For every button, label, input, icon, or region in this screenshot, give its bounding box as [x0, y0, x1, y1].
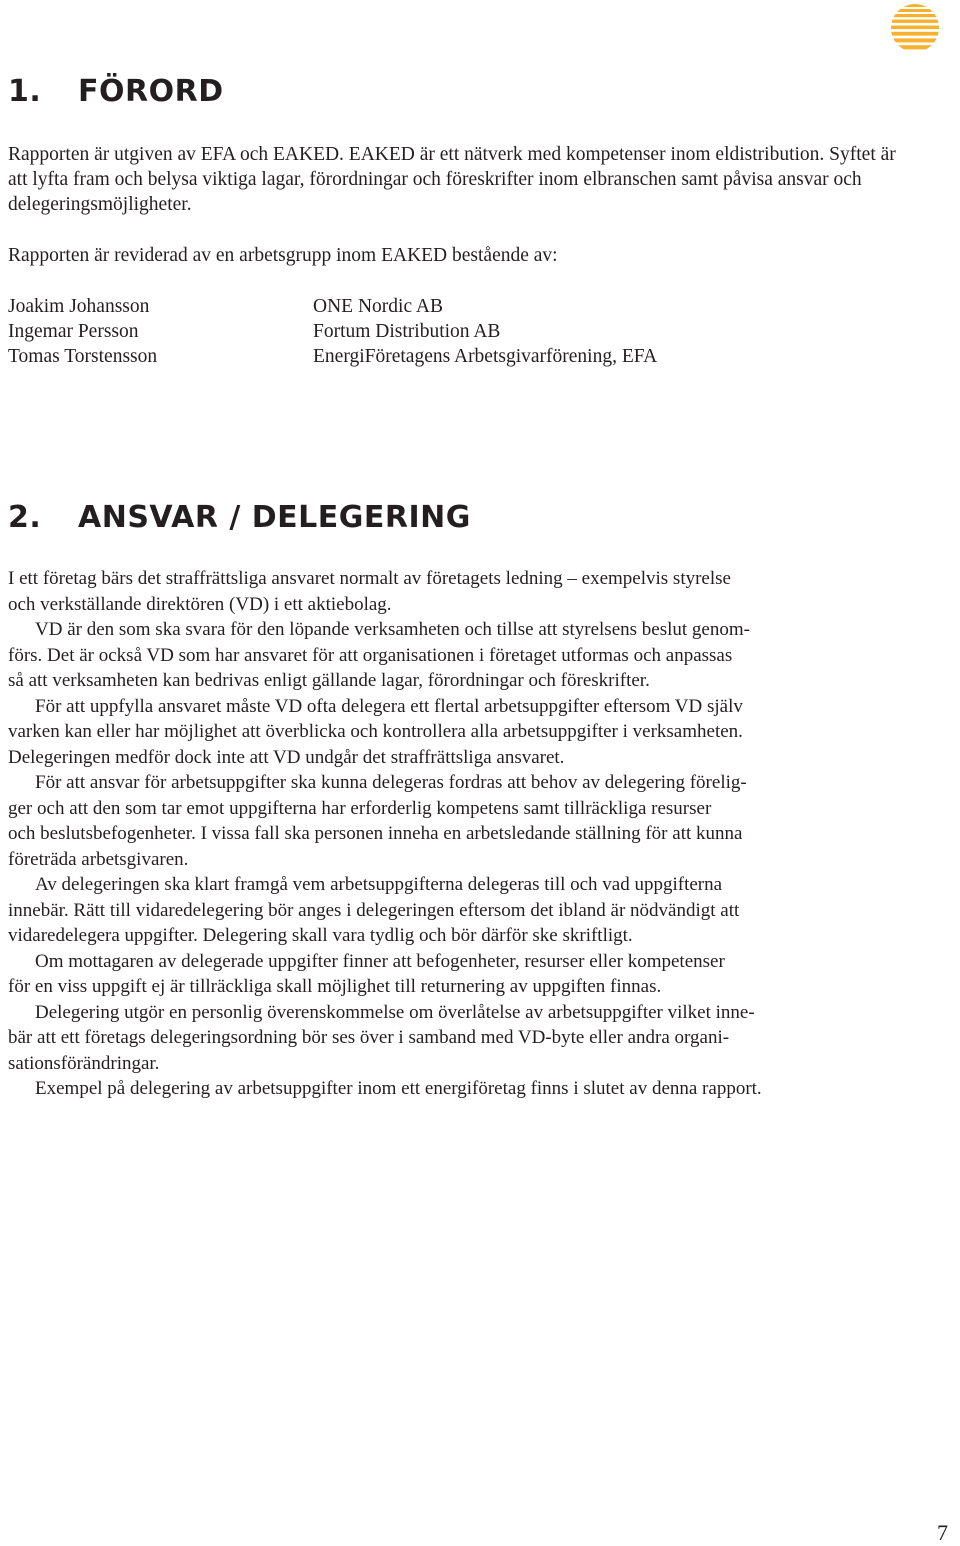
paragraph-line: VD är den som ska svara för den löpande verksamheten och tillse att styrelsens beslut genom-	[35, 619, 750, 640]
paragraph-line: och beslutsbefogenheter. I vissa fall ska personen inneha en arbetsledande ställning för att kunna	[8, 823, 743, 844]
body-paragraph	[8, 617, 908, 694]
paragraph-line: I ett företag bärs det straffrättsliga ansvaret normalt av företagets ledning – exempelvis styrelse	[8, 568, 731, 589]
paragraph-line: Delegering utgör en personlig överenskommelse om överlåtelse av arbetsuppgifter vilket inne-	[35, 1001, 755, 1023]
member-org: ONE Nordic AB	[313, 296, 443, 317]
section-1-number: 1.	[8, 74, 42, 109]
member-org: Fortum Distribution AB	[313, 321, 501, 342]
member-names-column	[8, 294, 157, 369]
member-orgs-column	[313, 294, 657, 369]
member-org: EnergiFöretagens Arbetsgivarförening, EFA	[313, 346, 658, 367]
body-paragraph	[8, 694, 908, 771]
section-1-heading	[8, 74, 224, 109]
paragraph-line: Av delegeringen ska klart framgå vem arbetsuppgifterna delegeras till och vad uppgifterna	[35, 874, 723, 895]
page-number: 7	[937, 1520, 948, 1545]
paragraph-line: bär att ett företags delegeringsordning bör ses över i samband med VD-byte eller andra organi-	[8, 1027, 730, 1048]
intro-paragraph: Rapporten är utgiven av EFA och EAKED. EAKED är ett nätverk med kompetenser inom eldistribution. Syftet är att lyfta fram och belysa viktiga lagar, förordningar och föreskrifter inom elbranschen samt påvisa ansvar och delegeringsmöjligheter.	[8, 144, 896, 215]
paragraph-line: För att ansvar för arbetsuppgifter ska kunna delegeras fordras att behov av delegering förelig-	[35, 772, 747, 793]
paragraph-line: innebär. Rätt till vidaredelegering bör anges i delegeringen eftersom det ibland är nödvändigt att	[8, 899, 740, 921]
member-name: Tomas Torstensson	[8, 346, 158, 367]
paragraph-line: så att verksamheten kan bedrivas enligt gällande lagar, förordningar och föreskrifter.	[8, 670, 650, 691]
body-paragraph	[8, 1076, 908, 1102]
section-2-body	[8, 566, 908, 1102]
paragraph-line: Om mottagaren av delegerade uppgifter finner att befogenheter, resurser eller kompetenser	[35, 950, 725, 972]
body-paragraph	[8, 949, 908, 1000]
paragraph-line: Exempel på delegering av arbetsuppgifter inom ett energiföretag finns i slutet av denna rapport.	[35, 1078, 762, 1099]
sun-stripes-logo-icon	[890, 3, 940, 53]
paragraph-line: och verkställande direktören (VD) i ett aktiebolag.	[8, 593, 392, 615]
paragraph-line: företräda arbetsgivaren.	[8, 848, 189, 870]
paragraph-line: För att uppfylla ansvaret måste VD ofta delegera ett flertal arbetsuppgifter eftersom VD själv	[35, 695, 743, 717]
section-2-heading	[8, 500, 471, 535]
paragraph-line: för en viss uppgift ej är tillräckliga skall möjlighet till returnering av uppgiften finnas.	[8, 976, 662, 997]
workgroup-paragraph: Rapporten är reviderad av en arbetsgrupp inom EAKED bestående av:	[8, 245, 558, 266]
paragraph-line: Delegeringen medför dock inte att VD undgår det straffrättsliga ansvaret.	[8, 746, 565, 768]
body-paragraph	[8, 770, 908, 872]
section-2-title: ANSVAR / DELEGERING	[78, 500, 471, 535]
paragraph-line: sationsförändringar.	[8, 1052, 160, 1074]
paragraph-line: ger och att den som tar emot uppgifterna har erforderlig kompetens samt tillräckliga resurser	[8, 797, 712, 819]
section-1-title: FÖRORD	[78, 74, 224, 109]
member-name: Joakim Johansson	[8, 296, 150, 317]
body-paragraph	[8, 1000, 908, 1077]
paragraph-line: varken kan eller har möjlighet att överblicka och kontrollera alla arbetsuppgifter i verksamheten.	[8, 721, 743, 742]
section-2-number: 2.	[8, 500, 42, 535]
body-paragraph	[8, 566, 908, 617]
paragraph-line: förs. Det är också VD som har ansvaret för att organisationen i företaget utformas och anpassas	[8, 644, 733, 666]
member-name: Ingemar Persson	[8, 321, 139, 342]
body-paragraph	[8, 872, 908, 949]
paragraph-line: vidaredelegera uppgifter. Delegering skall vara tydlig och bör därför ske skriftligt.	[8, 925, 633, 946]
